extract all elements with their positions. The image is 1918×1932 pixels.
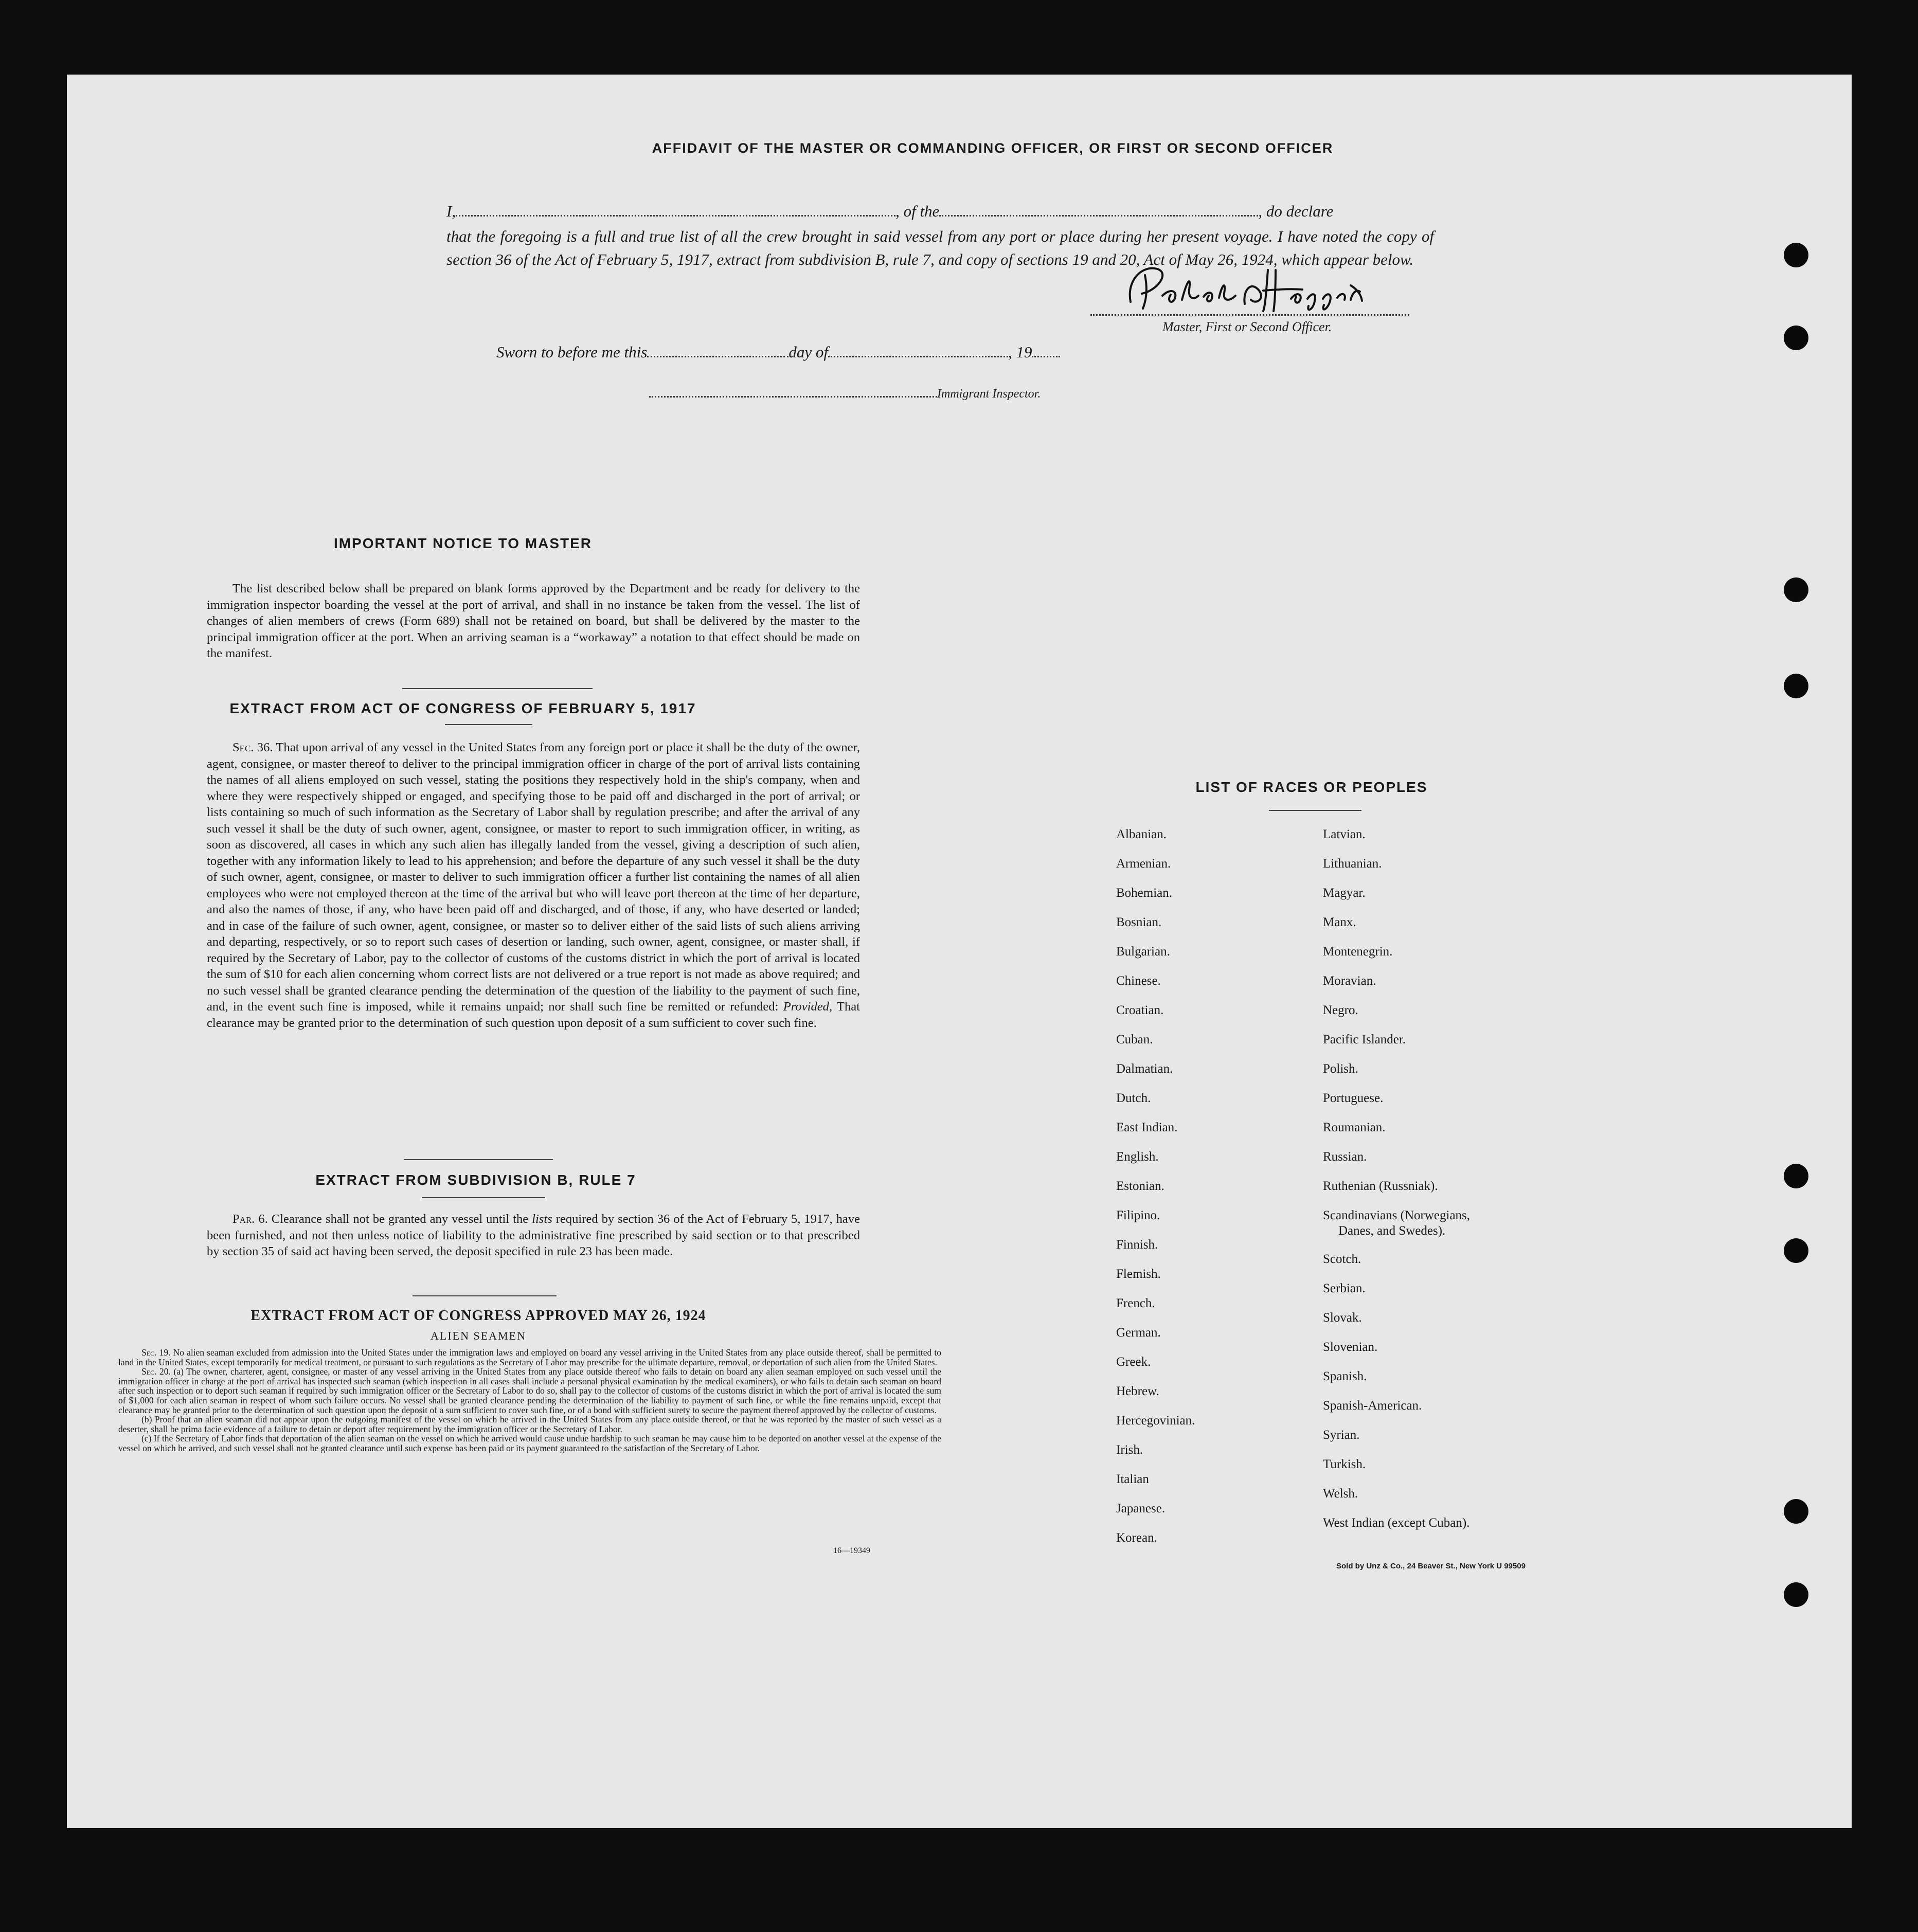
of-the-label: , of the (895, 202, 940, 220)
left-race-item: Greek. (1116, 1355, 1151, 1369)
sec-36-label: Sec. 36. (232, 741, 273, 754)
sec-19-label: Sec. 19. (141, 1347, 171, 1358)
left-race-item: Estonian. (1116, 1179, 1164, 1193)
divider (413, 1295, 557, 1296)
rule7-lists: lists (532, 1212, 552, 1226)
punch-hole (1784, 1238, 1808, 1263)
right-race-item: Manx. (1323, 915, 1356, 929)
sec-19 (118, 1348, 941, 1367)
left-race-item: Irish. (1116, 1443, 1143, 1457)
do-declare-label: , do declare (1258, 202, 1334, 220)
extract-1924-body (118, 1348, 941, 1453)
signature-line (1090, 314, 1409, 316)
extract-rule7-body (207, 1211, 860, 1260)
sec-36-text: That upon arrival of any vessel in the United States from any foreign port or place it shall be the duty of the owner, agent, consignee, or master thereof to deliver to the principal immigration officer in charge of the port of arrival lists containing the names of all aliens employed on such vessel, stating the positions they respectively hold in the ship's company, when and where they were respectively shipped or engaged, and specifying those to be paid off and discharged in the port of arrival; or lists containing so much of such information as the Secretary of Labor shall by regulation prescribe; and after the arrival of any such vessel it shall be the duty of such owner, agent, consignee, or master to report to such immigration officer, in writing, as soon as discovered, all cases in which any such alien has illegally landed from the vessel, giving a description of such alien, together with any information likely to lead to his apprehension; and before the departure of any such vessel it shall be the duty of such owner, agent, consignee, or master to deliver to such immigration officer a further list containing the names of all alien employees who were not employed thereon at the time of the arrival but who will leave port thereon at the time of her departure, and also the names of those, if any, who have been paid off and discharged, and of those, if any, who have deserted or landed; and in case of the failure of such owner, agent, consignee, or master so to deliver either of the said lists of such aliens arriving and departing, respectively, or so to report such cases of desertion or landing, such owner, agent, consignee, or master shall, if required by the Secretary of Labor, pay to the collector of customs of the customs district in which the port of arrival is located the sum of $10 for each alien concerning whom correct lists are not delivered or a true report is not made as above required; and no such vessel shall be granted clearance pending the determination of the question of the liability to the payment of such fine, and, in the event such fine is imposed, while it remains unpaid; nor shall such fine be remitted or refunded: (207, 741, 860, 1014)
left-race-item: Albanian. (1116, 827, 1167, 841)
right-race-item: Serbian. (1323, 1281, 1366, 1295)
printer-credit: Sold by Unz & Co., 24 Beaver St., New York U 99509 (1336, 1562, 1526, 1570)
right-race-item: Lithuanian. (1323, 857, 1382, 871)
notice-title: IMPORTANT NOTICE TO MASTER (333, 535, 593, 551)
sec-20a (118, 1367, 941, 1415)
extract-1924-title: EXTRACT FROM ACT OF CONGRESS APPROVED MAY 26, 1924 (250, 1308, 706, 1324)
left-race-item: Bosnian. (1116, 915, 1162, 929)
left-race-item: Armenian. (1116, 857, 1171, 871)
left-race-item: French. (1116, 1296, 1155, 1310)
divider (422, 1197, 545, 1198)
right-race-item: Syrian. (1323, 1428, 1360, 1442)
right-race-item: Pacific Islander. (1323, 1033, 1406, 1046)
sworn-label: Sworn to before me this (496, 343, 648, 361)
year-blank[interactable] (1032, 345, 1060, 357)
right-race-item: Ruthenian (Russniak). (1323, 1179, 1438, 1193)
left-race-item: Hebrew. (1116, 1384, 1159, 1398)
right-race-item: Slovenian. (1323, 1340, 1378, 1354)
left-race-item: East Indian. (1116, 1121, 1178, 1134)
inspector-label: Immigrant Inspector. (937, 387, 1041, 401)
day-blank[interactable] (647, 345, 788, 357)
divider (404, 1159, 553, 1160)
left-race-item: Korean. (1116, 1531, 1157, 1545)
punch-hole (1784, 577, 1808, 602)
right-race-item: Turkish. (1323, 1457, 1366, 1471)
right-race-item: Scotch. (1323, 1252, 1361, 1266)
name-blank[interactable] (456, 204, 895, 216)
i-label: I, (446, 202, 456, 220)
punch-hole (1784, 243, 1808, 267)
divider (402, 688, 593, 689)
form-number: 16—19349 (833, 1546, 870, 1555)
divider (445, 724, 532, 725)
left-race-item: Flemish. (1116, 1267, 1161, 1281)
sec-20-label: Sec. 20. (141, 1366, 171, 1377)
right-race-item: Negro. (1323, 1003, 1358, 1017)
year-label: , 19 (1008, 343, 1032, 361)
left-race-item: Bohemian. (1116, 886, 1173, 900)
punch-hole (1784, 1164, 1808, 1188)
affidavit-declare-line (446, 202, 1434, 221)
left-race-item: Japanese. (1116, 1502, 1166, 1515)
inspector-blank[interactable] (649, 385, 937, 398)
right-race-item: Russian. (1323, 1150, 1367, 1164)
document-sheet (67, 75, 1852, 1828)
punch-hole (1784, 674, 1808, 698)
par-6-label: Par. 6. (232, 1212, 268, 1226)
left-race-item: English. (1116, 1150, 1159, 1164)
provided-label: Provided, (783, 1000, 833, 1014)
affidavit-declaration: that the foregoing is a full and true list of all the crew brought in said vessel from any port or place during her present voyage. I have noted the copy of section 36 of the Act of February 5, 1917, extract from subdivision B, rule 7, and copy of sections 19 and 20, Act of May 26, 1924, which appear below. (446, 227, 1434, 268)
right-race-item: Moravian. (1323, 974, 1376, 988)
inspector-line (649, 385, 1041, 401)
right-race-item: Scandinavians (Norwegians, (1323, 1208, 1471, 1222)
notice-body: The list described below shall be prepared on blank forms approved by the Department and be ready for delivery to the immigration inspector boarding the vessel at the port of arrival, and shall in no instance be taken from the vessel. The list of changes of alien members of crews (Form 689) shall not be retained on board, but shall be delivered by the master to the principal immigration officer at the port. When an arriving seaman is a “workaway” a notation to that effect should be made on the manifest. (207, 582, 860, 660)
sec-19-text: No alien seaman excluded from admission into the United States under the immigration laws and employed on board any vessel arriving in the United States from any place outside thereof, shall be permitted to land in the United States, except temporarily for medical treatment, or pursuant to such regulations as the Secretary of Labor may prescribe for the ultimate departure, removal, or deportation of such alien from the United States. (118, 1347, 942, 1367)
right-race-item: West Indian (except Cuban). (1323, 1516, 1470, 1530)
left-race-item: Hercegovinian. (1116, 1414, 1195, 1428)
left-race-item: Chinese. (1116, 974, 1161, 988)
races-title: LIST OF RACES OR PEOPLES (1195, 779, 1428, 795)
right-race-item: Welsh. (1323, 1487, 1358, 1501)
left-race-item: German. (1116, 1326, 1161, 1340)
affidavit-title: AFFIDAVIT OF THE MASTER OR COMMANDING OFFICER, OR FIRST OR SECOND OFFICER (652, 140, 1334, 156)
extract-1917-body (207, 739, 860, 1031)
extract-rule7-title: EXTRACT FROM SUBDIVISION B, RULE 7 (315, 1172, 636, 1188)
right-race-item: Roumanian. (1323, 1121, 1386, 1134)
sec-20b: (b) Proof that an alien seaman did not appear upon the outgoing manifest of the vessel on which he arrived in the United States from any place outside thereof, or that he was reported by the master of such vessel as a deserter, shall be prima facie evidence of a failure to detain or deport after requirement by the immigration officer or the Secretary of Labor. (118, 1414, 941, 1434)
left-race-item: Filipino. (1116, 1208, 1160, 1222)
right-race-item: Slovak. (1323, 1311, 1362, 1325)
signature-caption: Master, First or Second Officer. (1162, 319, 1332, 334)
left-race-item: Bulgarian. (1116, 945, 1170, 959)
left-race-item: Dalmatian. (1116, 1062, 1173, 1076)
right-race-item: Polish. (1323, 1062, 1358, 1076)
sec-20a-text: (a) The owner, charterer, agent, consignee, or master of any vessel arriving in the United States from any place outside thereof who fails to detain on board any alien seaman employed on such vessel until the immigration officer in charge at the port of arrival has inspected such seaman (which inspection in all cases shall include a personal physical examination by the medical examiners), or who fails to detain such seaman on board after such inspection or to deport such seaman if required by such immigration officer or the Secretary of Labor to do so, shall pay to the collector of customs of the customs district in which the port of arrival is located the sum of $1,000 for each alien seaman in respect of whom such failure occurs. No vessel shall be granted clearance pending the determination of the liability to payment of such fine, or while the fine remains unpaid, except that clearance may be granted prior to the determination of such question upon the deposit of a sum sufficient to cover such fine, or of a bond with sufficient surety to secure the payment thereof approved by the collector of customs. (118, 1366, 941, 1415)
left-race-item: Croatian. (1116, 1003, 1164, 1017)
vessel-blank[interactable] (939, 204, 1258, 216)
right-race-item: Spanish-American. (1323, 1399, 1422, 1413)
divider (1269, 810, 1361, 811)
left-race-item: Cuban. (1116, 1033, 1153, 1046)
right-race-item: Latvian. (1323, 827, 1366, 841)
punch-hole (1784, 326, 1808, 350)
rule7-text-b: required by section 36 of the Act of February 5, 1917, have been furnished, and not then unless notice of liability to the administrative fine prescribed by said section or to that prescribed by section 35 of said act having been served, the deposit specified in rule 23 has been made. (207, 1212, 861, 1258)
sworn-line (496, 343, 1060, 362)
rule7-text-a: Clearance shall not be granted any vessel until the (271, 1212, 529, 1226)
right-race-item: Spanish. (1323, 1369, 1367, 1383)
day-of-label: day of (788, 343, 828, 361)
punch-hole (1784, 1582, 1808, 1607)
right-race-item: Montenegrin. (1323, 945, 1393, 959)
sec-20c: (c) If the Secretary of Labor finds that deportation of the alien seaman on the vessel on which he arrived would cause undue hardship to such seaman he may cause him to be deported on another vessel at the expense of the vessel on which he arrived, and such vessel shall not be granted clearance until such expense has been paid or its payment guaranteed to the satisfaction of the Secretary of Labor. (118, 1433, 941, 1453)
left-race-item: Italian (1116, 1472, 1149, 1486)
signature (1121, 260, 1363, 316)
month-blank[interactable] (828, 345, 1008, 357)
extract-1917-title: EXTRACT FROM ACT OF CONGRESS OF FEBRUARY 5, 1917 (229, 700, 696, 716)
punch-hole (1784, 1499, 1808, 1524)
extract-1924-subtitle: ALIEN SEAMEN (431, 1329, 526, 1342)
right-race-item: Danes, and Swedes). (1338, 1224, 1446, 1238)
left-race-item: Finnish. (1116, 1238, 1158, 1252)
left-race-item: Dutch. (1116, 1091, 1151, 1105)
provided-text: That clearance may be granted prior to the determination of such question upon deposit of a sum sufficient to cover such fine. (207, 1000, 860, 1030)
right-race-item: Magyar. (1323, 886, 1366, 900)
right-race-item: Portuguese. (1323, 1091, 1384, 1105)
